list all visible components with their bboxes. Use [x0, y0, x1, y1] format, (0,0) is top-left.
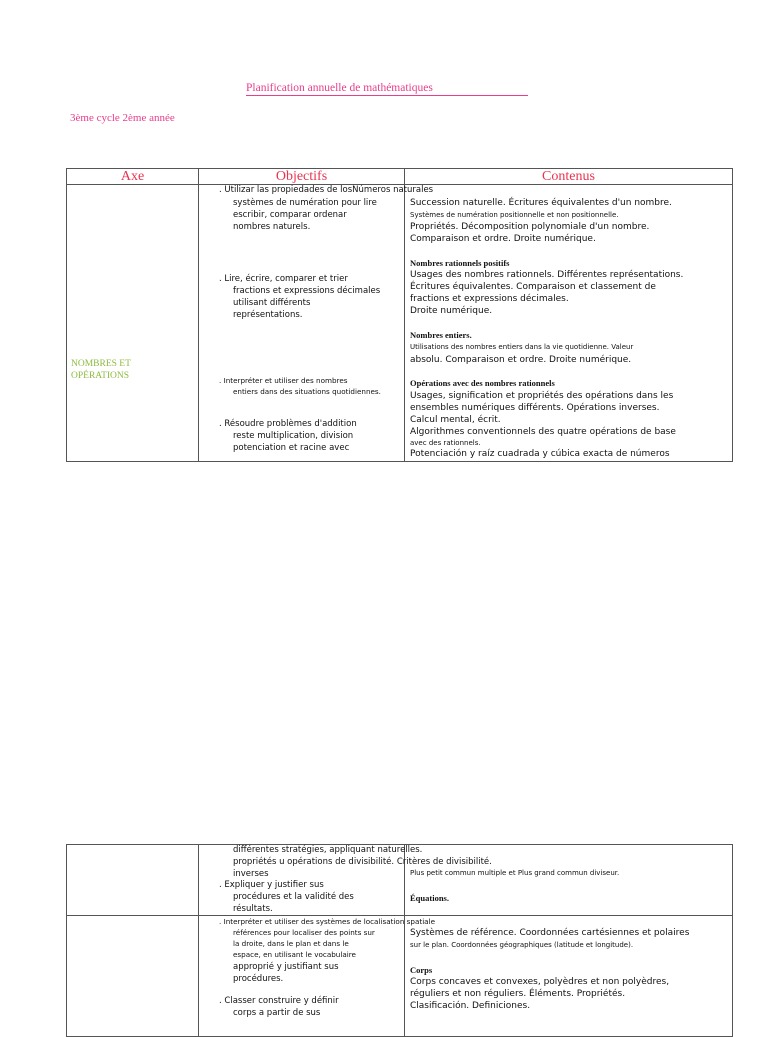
- header-axe: Axe: [67, 169, 199, 185]
- objective-line: références pour localiser des points sur: [233, 928, 375, 937]
- objective-line: . Lire, écrire, comparer et trier: [219, 274, 348, 284]
- content-line: Usages, signification et propriétés des opérations dans les: [410, 391, 674, 401]
- objective-line: approprié y justifiant sus: [233, 962, 339, 972]
- contenus-cell-cont: [405, 845, 733, 916]
- objective-line: nombres naturels.: [233, 222, 311, 232]
- planning-table-2: [66, 844, 733, 1037]
- objective-line: différentes stratégies, appliquant naturelles.: [233, 845, 423, 855]
- objective-line: fractions et expressions décimales: [233, 286, 381, 296]
- objective-line: procédures et la validité des: [233, 892, 354, 902]
- content-line: Systèmes de référence. Coordonnées cartésiennes et polaires: [410, 928, 690, 938]
- axe-line-1: NOMBRES ET: [71, 359, 131, 369]
- content-line: réguliers et non réguliers. Éléments. Propriétés.: [410, 989, 626, 999]
- contenus-cell: [405, 185, 733, 462]
- objective-line: systèmes de numération pour lire: [233, 198, 377, 208]
- contenus-cell-geometry: [405, 916, 733, 1037]
- content-line: Droite numérique.: [410, 306, 493, 316]
- axe-cell-geometry: [67, 916, 199, 1037]
- header-contenus: Contenus: [405, 169, 733, 185]
- content-line: Propriétés. Décomposition polynomiale d'un nombre.: [410, 222, 650, 232]
- content-line: Clasificación. Definiciones.: [410, 1001, 531, 1011]
- content-heading: Opérations avec des nombres rationnels: [410, 378, 555, 388]
- content-line: Algorithmes conventionnels des quatre opérations de base: [410, 427, 676, 437]
- content-heading: Corps: [410, 965, 433, 975]
- objectifs-cell: [199, 185, 434, 462]
- objective-line: . Utilizar las propiedades de losNúmeros naturales: [219, 185, 434, 195]
- objective-line: . Classer construire y définir: [219, 996, 339, 1006]
- content-line: Utilisations des nombres entiers dans la vie quotidienne. Valeur: [410, 343, 634, 351]
- header-objectifs: Objectifs: [199, 169, 405, 185]
- objective-line: . Interpréter et utiliser des nombres: [219, 376, 348, 385]
- objective-line: résultats.: [233, 904, 273, 914]
- content-line: avec des rationnels.: [410, 439, 481, 447]
- axe-line-2: OPÉRATIONS: [71, 371, 130, 381]
- content-line: Usages des nombres rationnels. Différentes représentations.: [410, 270, 684, 280]
- content-line: Systèmes de numération positionnelle et non positionnelle.: [410, 211, 619, 219]
- objective-line: corps a partir de sus: [233, 1008, 321, 1018]
- objective-line: potenciation et racine avec: [233, 443, 350, 453]
- content-heading: Nombres rationnels positifs: [410, 258, 510, 268]
- objective-line: utilisant différents: [233, 298, 311, 308]
- content-line: Plus petit commun multiple et Plus grand commun diviseur.: [410, 869, 620, 877]
- axe-label: [71, 358, 131, 382]
- objective-line: inverses: [233, 869, 269, 879]
- axe-cell: [67, 185, 199, 462]
- axe-cell-cont: [67, 845, 199, 916]
- document-title: Planification annuelle de mathématiques: [246, 82, 528, 96]
- content-line: Calcul mental, écrit.: [410, 415, 501, 425]
- content-line: fractions et expressions décimales.: [410, 294, 569, 304]
- objective-line: reste multiplication, division: [233, 431, 354, 441]
- objective-line: procédures.: [233, 974, 284, 984]
- objectifs-cell-geometry: [199, 916, 436, 1037]
- content-line: Comparaison et ordre. Droite numérique.: [410, 234, 596, 244]
- content-line: ensembles numériques différents. Opérations inverses.: [410, 403, 660, 413]
- document-subtitle: 3ème cycle 2ème année: [70, 112, 175, 124]
- content-line: Succession naturelle. Écritures équivalentes d'un nombre.: [410, 198, 672, 208]
- objective-line: représentations.: [233, 310, 303, 320]
- objective-line: la droite, dans le plan et dans le: [233, 939, 349, 948]
- objective-line: entiers dans des situations quotidiennes.: [233, 387, 381, 396]
- planning-table-1: [66, 168, 733, 462]
- content-line: absolu. Comparaison et ordre. Droite numérique.: [410, 355, 632, 365]
- objective-line: propriétés u opérations de divisibilité. Critères de divisibilité.: [233, 857, 492, 867]
- objective-line: espace, en utilisant le vocabulaire: [233, 950, 356, 959]
- objective-line: . Interpréter et utiliser des systèmes de localisation spatiale: [219, 917, 436, 926]
- content-line: Corps concaves et convexes, polyèdres et non polyèdres,: [410, 977, 670, 987]
- content-line: Potenciación y raíz cuadrada y cúbica exacta de números: [410, 449, 670, 459]
- objective-line: escribir, comparar ordenar: [233, 210, 347, 220]
- objective-line: . Expliquer y justifier sus: [219, 880, 324, 890]
- content-heading: Équations.: [410, 893, 449, 903]
- content-heading: Nombres entiers.: [410, 330, 472, 340]
- objective-line: . Résoudre problèmes d'addition: [219, 419, 357, 429]
- content-line: Écritures équivalentes. Comparaison et classement de: [410, 282, 656, 292]
- content-line: sur le plan. Coordonnées géographiques (latitude et longitude).: [410, 941, 634, 949]
